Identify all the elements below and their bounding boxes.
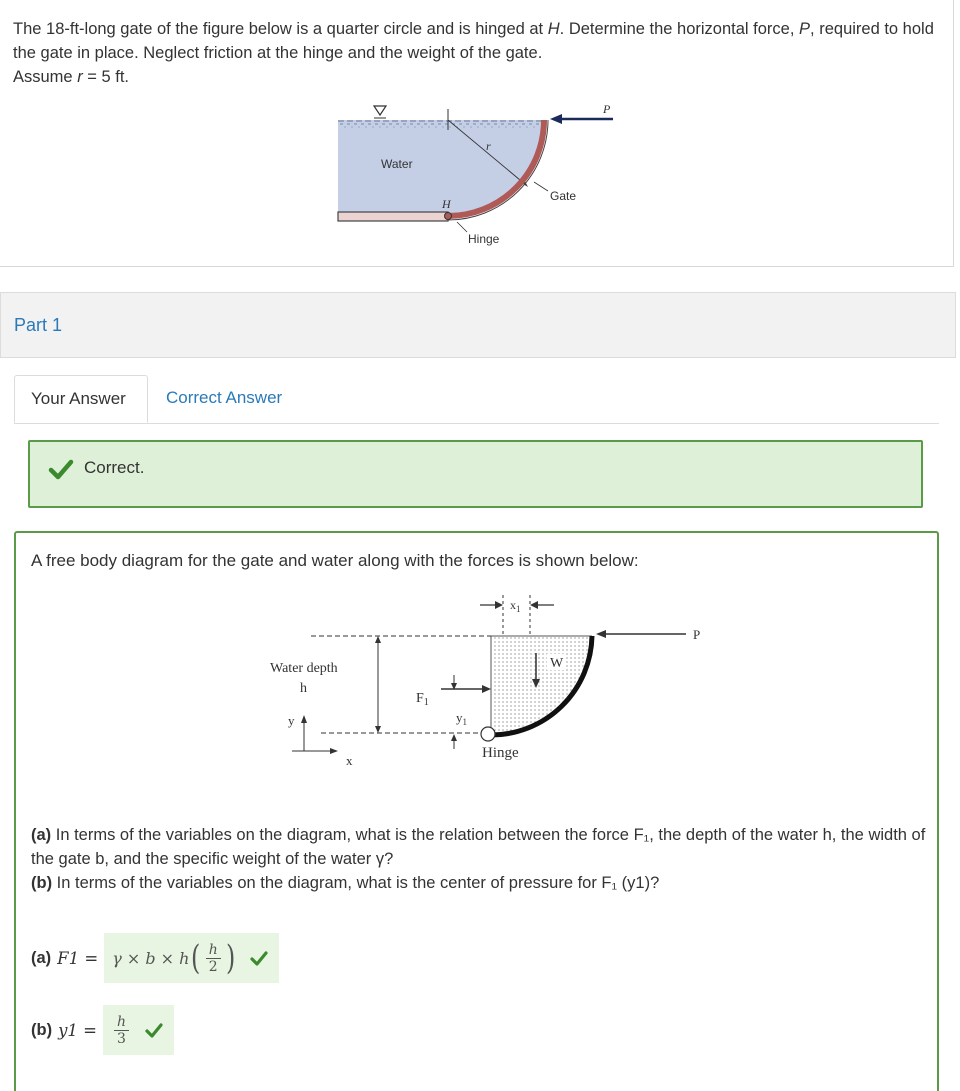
problem-text-2: . Determine the horizontal force, [559,20,800,38]
solution-panel [14,531,939,1091]
question-b-label: (b) [31,874,53,892]
x1-label: $x_1$ [510,598,521,614]
problem-text-3: , required to hold the gate in place. Neglect friction at the hinge and the weight of the gate. [13,20,934,62]
answer-a-row [31,933,279,983]
assume-prefix: Assume [13,68,78,86]
water-depth-label: Water depth [270,661,338,676]
y1-label: $y_1$ [456,710,467,727]
free-body-diagram [266,593,706,773]
x-axis-label: x [346,753,353,768]
check-b-icon [144,1020,164,1040]
fbd-p-label: P [693,627,701,642]
part-title: Part 1 [14,315,63,335]
solution-intro: A free body diagram for the gate and water along with the forces is shown below: [31,551,639,570]
answer-a-label: (a) [31,948,52,967]
radius-label: r [486,139,491,153]
checkmark-icon [48,456,74,482]
f1-label: $F_1$ [416,691,429,708]
questions [31,823,931,895]
hinge-label: Hinge [468,232,500,246]
answer-a-expression: γ × b × h [112,948,190,968]
hinge-point [445,213,452,220]
problem-panel [0,0,954,267]
gate-figure [330,98,630,253]
answer-b-box[interactable] [103,1005,174,1055]
surface-triangle-icon [374,106,386,115]
y-axis-label: y [288,713,295,728]
weight-label: W [550,656,564,671]
tab-correct-answer[interactable]: Correct Answer [166,388,283,407]
question-a-label: (a) [31,826,52,844]
gate-label: Gate [550,189,577,203]
answer-a-var: F1 = [57,948,99,968]
assume-var-r: r [77,68,83,86]
hinge-circle [481,727,495,741]
assume-value: = 5 ft. [82,68,130,86]
water-label: Water [381,157,413,171]
problem-var-p: P [799,20,811,38]
problem-var-h: H [547,20,560,38]
problem-text [13,17,948,89]
answer-tabs [14,375,939,424]
problem-text-1: The 18-ft-long gate of the figure below is a quarter circle and is hinged at [13,20,548,38]
check-a-icon [249,948,269,968]
answer-a-fraction: $\frac{h}{2}$ [206,942,221,975]
answer-b-row [31,1005,174,1055]
fbd-hinge-label: Hinge [482,745,519,761]
question-a-text: In terms of the variables on the diagram, what is the relation between the force F₁, the depth of the water h, the width of the gate b, and the specific weight of the water γ? [31,826,926,868]
part-header [0,292,956,358]
answer-b-label: (b) [31,1020,53,1039]
question-b-text: In terms of the variables on the diagram, what is the center of pressure for F₁ (y1)? [52,874,660,892]
depth-h-label: h [300,681,307,696]
floor [338,212,448,221]
correct-status-text: Correct. [84,458,145,477]
answer-b-fraction: $\frac{h}{3}$ [114,1014,129,1047]
answer-a-box[interactable]: γ × b × h ( $\frac{h}{2}$ ) [104,933,279,983]
answer-b-var: y1 = [58,1020,97,1040]
water-region [338,120,544,216]
force-p-label: P [603,102,611,116]
tab-your-answer[interactable]: Your Answer [14,375,148,423]
hinge-h-label: H [442,197,451,211]
correct-feedback [28,440,923,508]
